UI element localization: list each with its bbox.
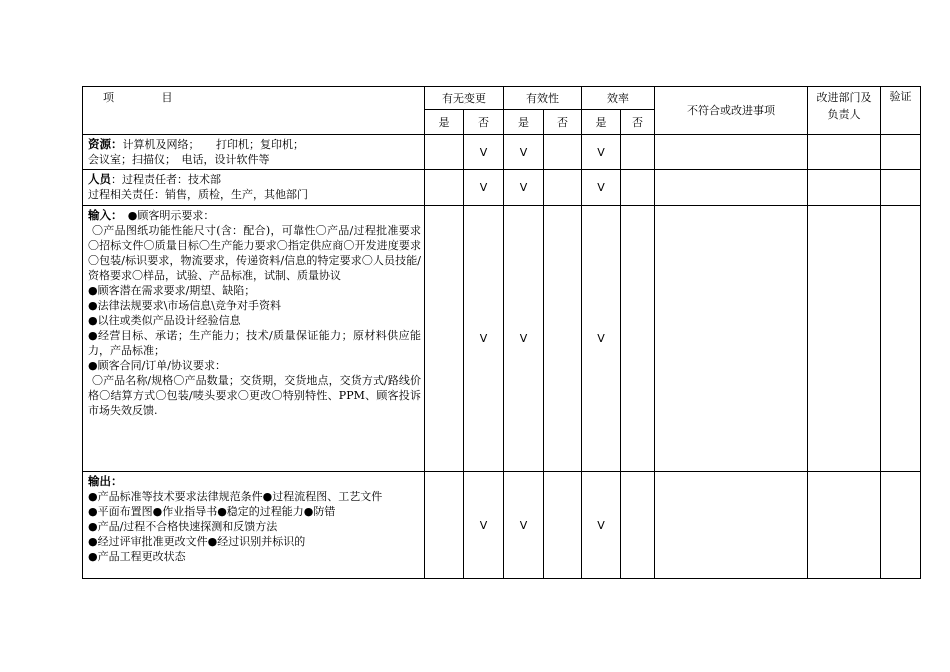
- output-line-4: ●经过评审批准更改文件●经过识别并标识的: [88, 535, 306, 548]
- resources-line-1: 计算机及网络； 打印机；复印机；: [122, 138, 304, 151]
- resources-nonconformity: [655, 135, 808, 170]
- header-validity-yes: 是: [504, 110, 544, 135]
- personnel-eff-no: [621, 170, 655, 206]
- personnel-verify: [881, 170, 921, 206]
- output-change-no: V: [464, 472, 504, 579]
- row-resources: [83, 135, 921, 170]
- header-dept: [808, 87, 881, 135]
- header-validity-no: 否: [544, 110, 582, 135]
- header-verify: 验证: [881, 87, 921, 135]
- output-line-5: ●产品工程更改状态: [88, 550, 186, 563]
- output-line-2: ●平面布置图●作业指导书●稳定的过程能力●防错: [88, 505, 336, 518]
- header-row-1: [83, 87, 921, 110]
- resources-validity-yes: V: [504, 135, 544, 170]
- personnel-dept: [808, 170, 881, 206]
- row-output: [83, 472, 921, 579]
- input-eff-yes: V: [582, 206, 621, 472]
- review-table: [82, 86, 921, 579]
- input-desc: [83, 206, 425, 472]
- input-change-no: V: [464, 206, 504, 472]
- resources-change-no: V: [464, 135, 504, 170]
- personnel-line-1: ：过程责任者：技术部: [111, 173, 221, 186]
- personnel-eff-yes: V: [582, 170, 621, 206]
- output-change-yes: [425, 472, 464, 579]
- personnel-validity-yes: V: [504, 170, 544, 206]
- output-line-3: ●产品/过程不合格快速探测和反馈方法: [88, 520, 278, 533]
- input-nonconformity: [655, 206, 808, 472]
- resources-validity-no: [544, 135, 582, 170]
- header-eff-no: 否: [621, 110, 655, 135]
- output-verify: [881, 472, 921, 579]
- personnel-change-yes: [425, 170, 464, 206]
- header-eff-yes: 是: [582, 110, 621, 135]
- resources-eff-yes: V: [582, 135, 621, 170]
- personnel-line-2: 过程相关责任：销售，质检，生产，其他部门: [88, 188, 308, 201]
- input-line-1: ●顾客明示要求：: [116, 209, 215, 222]
- input-validity-yes: V: [504, 206, 544, 472]
- resources-verify: [881, 135, 921, 170]
- header-efficiency: 效率: [582, 87, 655, 110]
- input-line-8: 〇产品名称/规格〇产品数量；交货期，交货地点，交货方式/路线价格〇结算方式〇包装/唛头要求〇更改〇特别特性、PPM、顾客投诉市场失效反馈.: [88, 374, 421, 417]
- input-change-yes: [425, 206, 464, 472]
- input-line-3: ●顾客潜在需求要求/期望、缺陷；: [88, 284, 256, 297]
- header-nonconformity: 不符合或改进事项: [655, 87, 808, 135]
- output-dept: [808, 472, 881, 579]
- resources-change-yes: [425, 135, 464, 170]
- header-change-no: 否: [464, 110, 504, 135]
- personnel-validity-no: [544, 170, 582, 206]
- header-dept-line2: 负责人: [827, 108, 861, 121]
- input-line-4: ●法律法规要求\市场信息\竞争对手资料: [88, 299, 282, 312]
- input-validity-no: [544, 206, 582, 472]
- output-validity-no: [544, 472, 582, 579]
- resources-line-2: 会议室；扫描仪； 电话，设计软件等: [88, 153, 270, 166]
- row-input: [83, 206, 921, 472]
- resources-label: 资源：: [88, 137, 123, 151]
- resources-dept: [808, 135, 881, 170]
- header-dept-line1: 改进部门及: [816, 91, 872, 104]
- personnel-change-no: V: [464, 170, 504, 206]
- header-item: [83, 87, 425, 135]
- input-dept: [808, 206, 881, 472]
- input-line-5: ●以往或类似产品设计经验信息: [88, 314, 241, 327]
- header-validity: 有效性: [504, 87, 582, 110]
- input-line-7: ●顾客合同/订单/协议要求：: [88, 359, 227, 372]
- row-personnel: [83, 170, 921, 206]
- input-eff-no: [621, 206, 655, 472]
- output-eff-yes: V: [582, 472, 621, 579]
- output-nonconformity: [655, 472, 808, 579]
- input-line-6: ●经营目标、承诺；生产能力；技术/质量保证能力；原材料供应能力，产品标准；: [88, 329, 421, 357]
- output-eff-no: [621, 472, 655, 579]
- header-change: 有无变更: [425, 87, 504, 110]
- header-change-yes: 是: [425, 110, 464, 135]
- output-validity-yes: V: [504, 472, 544, 579]
- personnel-label: 人员: [88, 172, 111, 186]
- input-verify: [881, 206, 921, 472]
- resources-eff-no: [621, 135, 655, 170]
- output-label: 输出：: [88, 474, 123, 488]
- personnel-desc: [83, 170, 425, 206]
- output-desc: [83, 472, 425, 579]
- resources-desc: [83, 135, 425, 170]
- output-line-1: ●产品标准等技术要求法律规范条件●过程流程图、工艺文件: [88, 490, 383, 503]
- personnel-nonconformity: [655, 170, 808, 206]
- input-label: 输入：: [88, 208, 117, 222]
- input-line-2: 〇产品图纸功能性能尺寸(含：配合)，可靠性〇产品/过程批准要求〇招标文件〇质量目标〇生产能力要求〇指定供应商〇开发进度要求〇包装/标识要求，物流要求，传递资料/信息的特定要求〇人员技能/资格要求〇样品，试验、产品标准，试制、质量协议: [88, 224, 421, 282]
- header-item-label: 项 目: [103, 91, 195, 104]
